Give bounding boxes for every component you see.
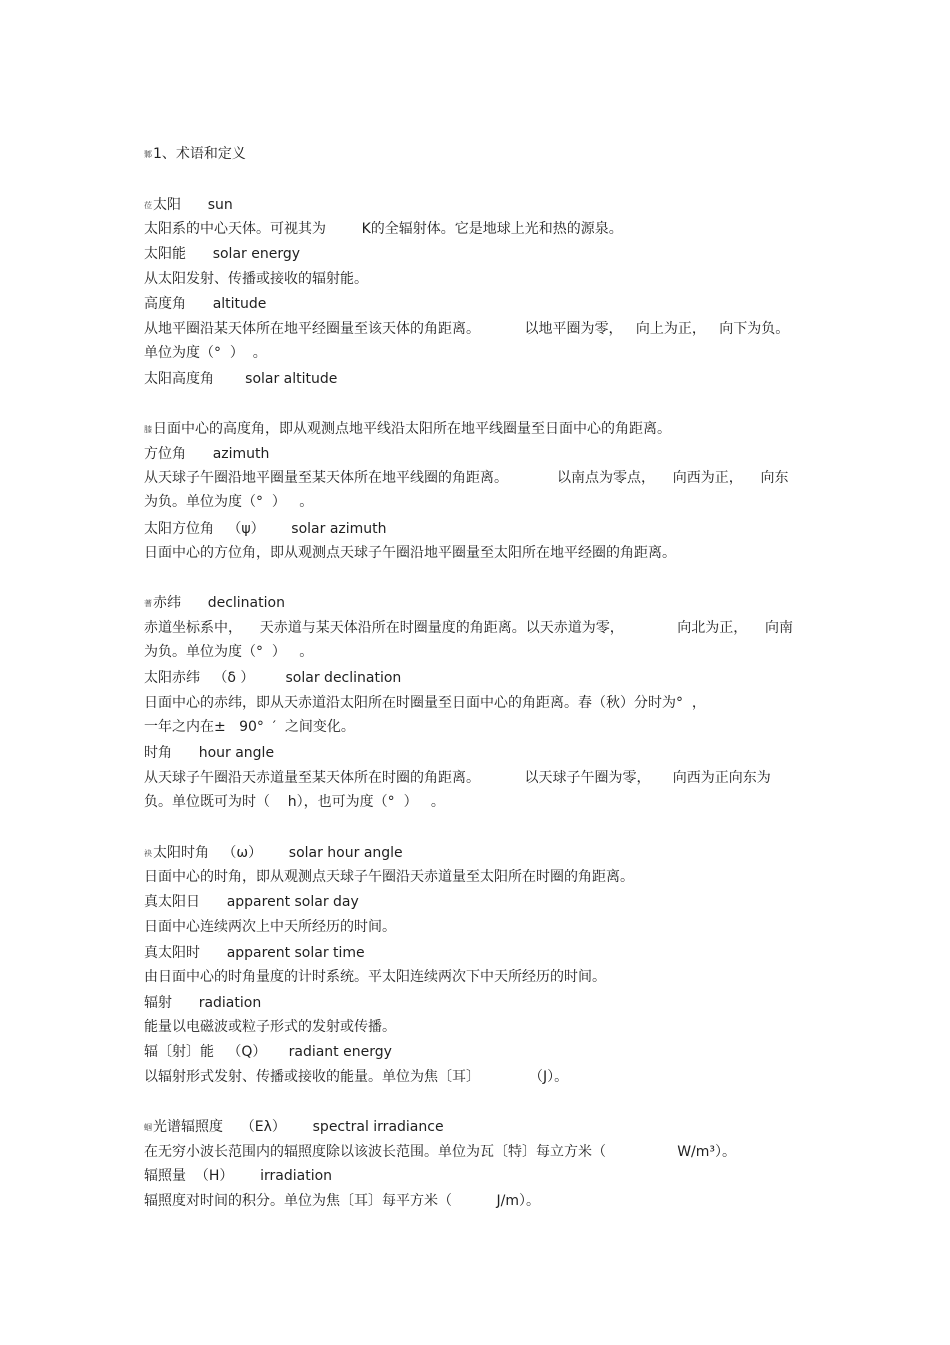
definition-azimuth-line2: 为负。单位为度（° ） 。 [144,494,314,510]
definition-spectral-irradiance: 在无穷小波长范围内的辐照度除以该波长范围。单位为瓦〔特〕每立方米（ W/m³）。 [144,1144,737,1160]
section-heading-text: 1、术语和定义 [153,146,246,162]
term-sun [144,196,233,215]
term-solar-altitude: 太阳高度角 solar altitude [144,371,338,387]
term-solar-hour-angle-text: 太阳时角 （ω） solar hour angle [153,845,403,861]
term-solar-declination: 太阳赤纬 （δ ） solar declination [144,670,402,686]
definition-declination-line1: 赤道坐标系中， 天赤道与某天体沿所在时圈量度的角距离。以天赤道为零， 向北为正， 向南 [144,620,794,636]
definition-solar-declination-line2: 一年之内在± 90° ′ 之间变化。 [144,719,355,735]
definition-solar-energy: 从太阳发射、传播或接收的辐射能。 [144,271,368,287]
term-radiant-energy: 辐〔射〕能 （Q） radiant energy [144,1044,392,1060]
definition-irradiation: 辐照度对时间的积分。单位为焦〔耳〕每平方米（ J/m）。 [144,1193,540,1209]
definition-apparent-solar-day: 日面中心连续两次上中天所经历的时间。 [144,919,396,935]
scan-artifact-mark: 袂 [144,849,152,858]
term-azimuth: 方位角 azimuth [144,446,270,462]
definition-solar-altitude-text: 日面中心的高度角，即从观测点地平线沿太阳所在地平线圈量至日面中心的角距离。 [153,421,671,437]
scan-artifact-mark: 膝 [144,425,152,434]
term-hour-angle: 时角 hour angle [144,745,275,761]
section-heading [144,145,246,164]
definition-solar-azimuth: 日面中心的方位角，即从观测点天球子午圈沿地平圈量至太阳所在地平经圈的角距离。 [144,545,676,561]
definition-azimuth-line1: 从天球子午圈沿地平圈量至某天体所在地平线圈的角距离。 以南点为零点， 向西为正， 向东 [144,470,789,486]
scan-artifact-mark: 蓍 [144,599,152,608]
definition-solar-altitude [144,420,671,439]
term-declination [144,594,285,613]
definition-apparent-solar-time: 由日面中心的时角量度的计时系统。平太阳连续两次下中天所经历的时间。 [144,969,606,985]
definition-declination-line2: 为负。单位为度（° ） 。 [144,644,314,660]
definition-radiation: 能量以电磁波或粒子形式的发射或传播。 [144,1019,396,1035]
term-radiation: 辐射 radiation [144,995,262,1011]
term-solar-azimuth: 太阳方位角 （ψ） solar azimuth [144,521,387,537]
term-altitude: 高度角 altitude [144,296,267,312]
definition-hour-angle-line2: 负。单位既可为时（ h），也可为度（° ） 。 [144,794,445,810]
term-irradiation: 辐照量 （H） irradiation [144,1168,333,1184]
definition-radiant-energy: 以辐射形式发射、传播或接收的能量。单位为焦〔耳〕 （J）。 [144,1069,569,1085]
term-declination-text: 赤纬 declination [153,595,285,611]
scan-artifact-mark: 莅 [144,201,152,210]
definition-solar-declination-line1: 日面中心的赤纬，即从天赤道沿太阳所在时圈量至日面中心的角距离。春（秋）分时为° ， [144,695,706,711]
term-apparent-solar-time: 真太阳时 apparent solar time [144,945,365,961]
term-solar-hour-angle [144,844,403,863]
definition-sun: 太阳系的中心天体。可视其为 K的全辐射体。它是地球上光和热的源泉。 [144,221,623,237]
scan-artifact-mark: 鄹 [144,150,152,159]
definition-altitude-line2: 单位为度（° ） 。 [144,345,267,361]
term-spectral-irradiance [144,1118,444,1137]
term-sun-text: 太阳 sun [153,197,233,213]
definition-solar-hour-angle: 日面中心的时角，即从观测点天球子午圈沿天赤道量至太阳所在时圈的角距离。 [144,869,634,885]
scan-artifact-mark: 蝈 [144,1123,152,1132]
term-solar-energy: 太阳能 solar energy [144,246,301,262]
definition-hour-angle-line1: 从天球子午圈沿天赤道量至某天体所在时圈的角距离。 以天球子午圈为零， 向西为正向东为 [144,770,771,786]
definition-altitude-line1: 从地平圈沿某天体所在地平经圈量至该天体的角距离。 以地平圈为零， 向上为正， 向下为负。 [144,321,790,337]
term-spectral-irradiance-text: 光谱辐照度 （Eλ） spectral irradiance [153,1119,444,1135]
term-apparent-solar-day: 真太阳日 apparent solar day [144,894,359,910]
